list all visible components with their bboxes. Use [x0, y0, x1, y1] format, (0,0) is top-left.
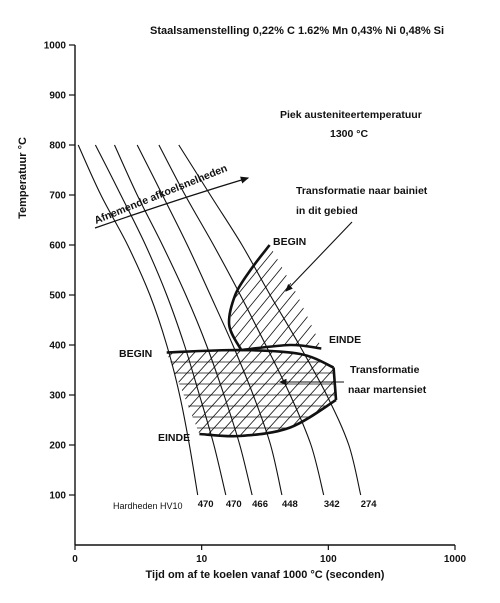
hatch-line	[0, 200, 62, 420]
hatch-line	[69, 200, 249, 420]
x-tick-label: 10	[196, 554, 208, 565]
hatch-line	[0, 200, 128, 420]
y-tick-group	[44, 41, 75, 502]
hardness-title: Hardheden HV10	[113, 501, 183, 511]
martensite-begin-label: BEGIN	[119, 348, 153, 360]
hatch-line	[135, 200, 315, 420]
hardness-label-4: 448	[281, 499, 298, 510]
hatch-line	[0, 340, 52, 450]
hatch-line	[0, 200, 95, 420]
hatch-line	[0, 340, 8, 450]
hatch-line	[0, 340, 19, 450]
hatch-line	[454, 200, 500, 420]
hardness-labels	[198, 499, 378, 510]
x-tick-label: 100	[319, 554, 337, 565]
y-tick-label: 500	[49, 290, 66, 302]
y-tick-label: 200	[49, 440, 66, 452]
hatch-line	[0, 340, 30, 450]
hardness-label-6: 274	[360, 499, 377, 510]
hatch-line	[476, 200, 500, 420]
hatch-line	[0, 200, 84, 420]
hatch-line	[157, 200, 337, 420]
y-tick-label: 900	[49, 90, 66, 102]
x-tick-label: 1000	[443, 554, 467, 565]
martensite-begin-curve	[167, 350, 334, 368]
hatch-line	[124, 200, 307, 420]
hatch-line	[47, 200, 227, 420]
hatch-line	[465, 200, 500, 420]
x-tick-group	[72, 545, 466, 565]
hatch-line	[436, 340, 500, 450]
martensite-end-label: EINDE	[158, 432, 191, 444]
hatch-line	[0, 200, 106, 420]
cooling-direction-label: Afnemende afkoelsnelheden	[92, 162, 230, 227]
martensite-label-line1: Transformatie	[350, 364, 420, 376]
chart-title: Staalsamenstelling 0,22% C 1.62% Mn 0,43% Ni 0,48% Si	[150, 25, 445, 37]
martensite-label-line2: naar martensiet	[348, 384, 427, 396]
y-tick-label: 800	[49, 140, 66, 152]
hatch-line	[80, 200, 260, 420]
y-tick-label: 300	[49, 390, 66, 402]
bainite-begin-label: BEGIN	[273, 236, 307, 248]
x-tick-label: 0	[72, 554, 78, 565]
hatch-line	[0, 200, 172, 420]
transformation-boundaries	[167, 245, 336, 436]
bainite-label-line2: in dit gebied	[296, 205, 358, 217]
hatch-line	[18, 340, 118, 450]
hatch-line	[0, 200, 29, 420]
y-tick-label: 1000	[43, 40, 66, 52]
hardness-label-3: 466	[252, 499, 269, 510]
y-tick-label: 100	[49, 490, 66, 502]
hardness-label-1: 470	[197, 499, 214, 510]
hatch-line	[0, 200, 117, 420]
hatch-line	[0, 200, 7, 420]
hatch-line	[414, 340, 500, 450]
hatch-line	[29, 340, 129, 450]
hatch-line	[491, 340, 500, 450]
hatch-line	[168, 200, 348, 420]
hatch-line	[58, 200, 238, 420]
cooling-curves	[78, 145, 361, 495]
hatch-line	[0, 200, 161, 420]
y-tick-label: 400	[49, 340, 66, 352]
peak-temperature-title: Piek austeniteertemperatuur	[280, 109, 422, 121]
hatch-line	[36, 200, 216, 420]
y-axis-title: Temperatuur °C	[17, 137, 29, 219]
hatch-line	[179, 200, 362, 420]
hatch-line	[0, 200, 40, 420]
hatch-line	[487, 200, 500, 420]
hatch-line	[0, 200, 18, 420]
peak-temperature-value: 1300 °C	[330, 128, 369, 140]
y-tick-label: 600	[49, 240, 66, 252]
hatch-line	[443, 200, 500, 420]
hatch-line	[447, 340, 500, 450]
hatch-line	[146, 200, 326, 420]
hatch-line	[0, 340, 41, 450]
hatch-line	[14, 200, 194, 420]
x-axis-title: Tijd om af te koelen vanaf 1000 °C (seconden)	[145, 569, 385, 581]
hatch-line	[421, 200, 500, 420]
y-tick-label: 700	[49, 190, 66, 202]
hatch-line	[0, 340, 96, 450]
hatch-line	[432, 200, 500, 420]
hardness-label-2: 470	[225, 499, 242, 510]
bainite-label-line1: Transformatie naar bainiet	[296, 185, 428, 197]
hatch-line	[425, 340, 500, 450]
hatch-line	[458, 340, 500, 450]
hatch-line	[469, 340, 500, 450]
hatch-line	[0, 200, 51, 420]
hatch-line	[0, 200, 139, 420]
hatch-line	[480, 340, 500, 450]
hatch-line	[0, 200, 73, 420]
hardness-label-5: 342	[323, 499, 340, 510]
bainite-pointer	[286, 222, 352, 291]
bainite-end-label: EINDE	[329, 334, 362, 346]
